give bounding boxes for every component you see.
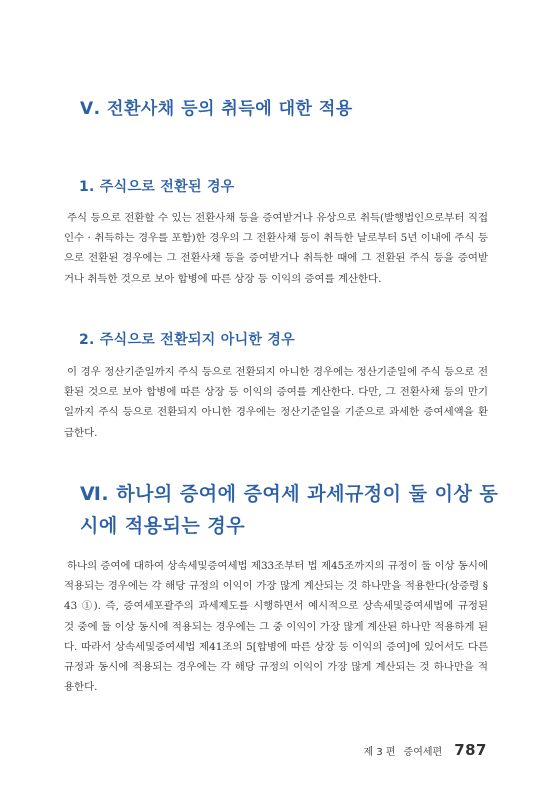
chapter-6-paragraph: 하나의 증여에 대하여 상속세및증여세법 제33조부터 법 제45조까지의 규정이 둘 이상 동시에 적용되는 경우에는 각 해당 규정의 이익이 가장 많게 계산되는 것 하나만을 적용한다(상증령 § 43 ①). 즉, 증여세포괄주의 과세제도를 시행하면서 예시적으로 상속세및증여세법에 규정된 것 중에 둘 이상 동시에 적용되는 경우에는 그 중 이익이 가장 많게 계산된 하나만 적용하게 된다. 따라서 상속세및증여세법 제41조의 5[합병에 따른 상장 등 이익의 증여]에 있어서도 다른 규정과 동시에 적용되는 경우에는 각 해당 규정의 이익이 가장 많게 계산되는 것 하나만을 적용한다.	[64, 560, 488, 694]
chapter-5-heading: Ⅴ. 전환사채 등의 취득에 대한 적용	[80, 99, 353, 119]
page-number: 787	[454, 741, 487, 759]
footer-chapter-label: 증여세편	[403, 747, 443, 758]
section-1-heading: 1. 주식으로 전환된 경우	[79, 179, 235, 195]
section-2-paragraph: 이 경우 정산기준일까지 주식 등으로 전환되지 아니한 경우에는 정산기준일에 주식 등으로 전환된 것으로 보아 합병에 따른 상장 등 이익의 증여를 계산한다. 다만, 그 전환사채 등의 만기일까지 주식 등으로 전환되지 아니한 경우에는 정산기준일을 기준으로 과세한 증여세액을 환급한다.	[64, 366, 488, 439]
section-1-paragraph: 주식 등으로 전환할 수 있는 전환사채 등을 증여받거나 유상으로 취득(발행법인으로부터 직접 인수 · 취득하는 경우를 포함)한 경우의 그 전환사채 등이 취득한 날로부터 5년 이내에 주식 등으로 전환된 경우에는 그 전환사채 등을 증여받거나 취득한 때에 그 전환된 주식 등을 증여받거나 취득한 것으로 보아 합병에 따른 상장 등 이익의 증여를 계산한다.	[64, 212, 488, 285]
page-footer	[364, 741, 488, 759]
footer-part-label: 제 3 편	[363, 747, 396, 758]
chapter-6-heading: Ⅵ. 하나의 증여에 증여세 과세규정이 둘 이상 동시에 적용되는 경우	[80, 483, 499, 537]
section-2-heading: 2. 주식으로 전환되지 아니한 경우	[79, 332, 296, 348]
